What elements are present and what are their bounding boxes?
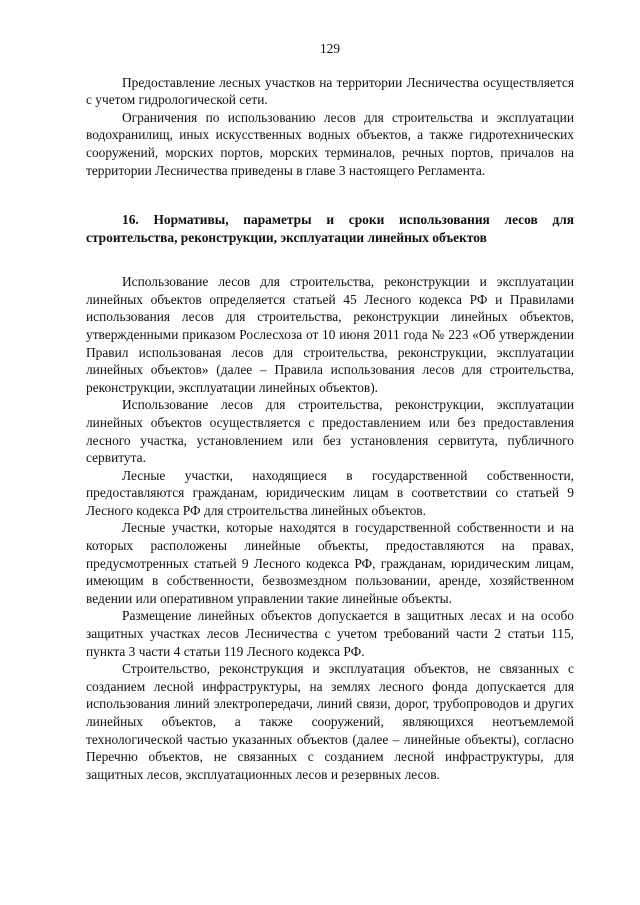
document-page	[86, 40, 574, 783]
section-gap	[86, 179, 574, 211]
section-paragraph: Лесные участки, находящиеся в государственной собственности, предоставляются гражданам, юридическим лицам в соответствии со статьей 9 Лесного кодекса РФ для строительства линейных объектов.	[86, 467, 574, 518]
section-paragraph: Использование лесов для строительства, реконструкции и эксплуатации линейных объектов определяется статьей 45 Лесного кодекса РФ и Правилами использования лесов для строительства, реконструкции линейных объектов, утвержденными приказом Рослесхоза от 10 июня 2011 года № 223 «Об утверждении Правил использованая лесов для строительства, реконструкции, эксплуатации линейных объектов» (далее – Правила использования лесов для строительства, реконструкции, эксплуатации линейных объектов).	[86, 274, 574, 395]
section-paragraph: Использование лесов для строительства, реконструкции, эксплуатации линейных объектов осуществляется с предоставлением или без предоставления лесного участка, установлением или без установления сервитута, публичного сервитута.	[86, 397, 574, 466]
section-paragraph: Размещение линейных объектов допускается в защитных лесах и на особо защитных участках лесов Лесничества с учетом требований части 2 статьи 115, пункта 3 части 4 статьи 119 Лесного кодекса РФ.	[86, 608, 574, 659]
section-paragraph: Лесные участки, которые находятся в государственной собственности и на которых расположены линейные объекты, предоставляются на правах, предусмотренных статьей 9 Лесного кодекса РФ, гражданам, юридическим лицам, имеющим в собственности, безвозмездном пользовании, аренде, хозяйственном ведении или оперативном управлении такие линейные объекты.	[86, 520, 574, 606]
page-number: 129	[319, 41, 341, 56]
section-heading: 16. Нормативы, параметры и сроки использования лесов для строительства, реконструкции, эксплуатации линейных объектов	[86, 212, 574, 246]
intro-paragraph: Ограничения по использованию лесов для строительства и эксплуатации водохранилищ, иных искусственных водных объектов, а также гидротехнических сооружений, морских портов, морских терминалов, речных портов, причалов на территории Лесничества приведены в главе 3 настоящего Регламента.	[86, 109, 574, 178]
intro-paragraph: Предоставление лесных участков на территории Лесничества осуществляется с учетом гидрологической сети.	[86, 74, 574, 108]
section-paragraph: Строительство, реконструкция и эксплуатация объектов, не связанных с созданием лесной инфраструктуры, на землях лесного фонда допускается для использования линий электропередачи, линий связи, дорог, трубопроводов и других линейных объектов, а также сооружений, являющихся неотъемлемой технологической частью указанных объектов (далее – линейные объекты), согласно Перечню объектов, не связанных с созданием лесной инфраструктуры, для защитных лесов, эксплуатационных лесов и резервных лесов.	[86, 661, 574, 782]
